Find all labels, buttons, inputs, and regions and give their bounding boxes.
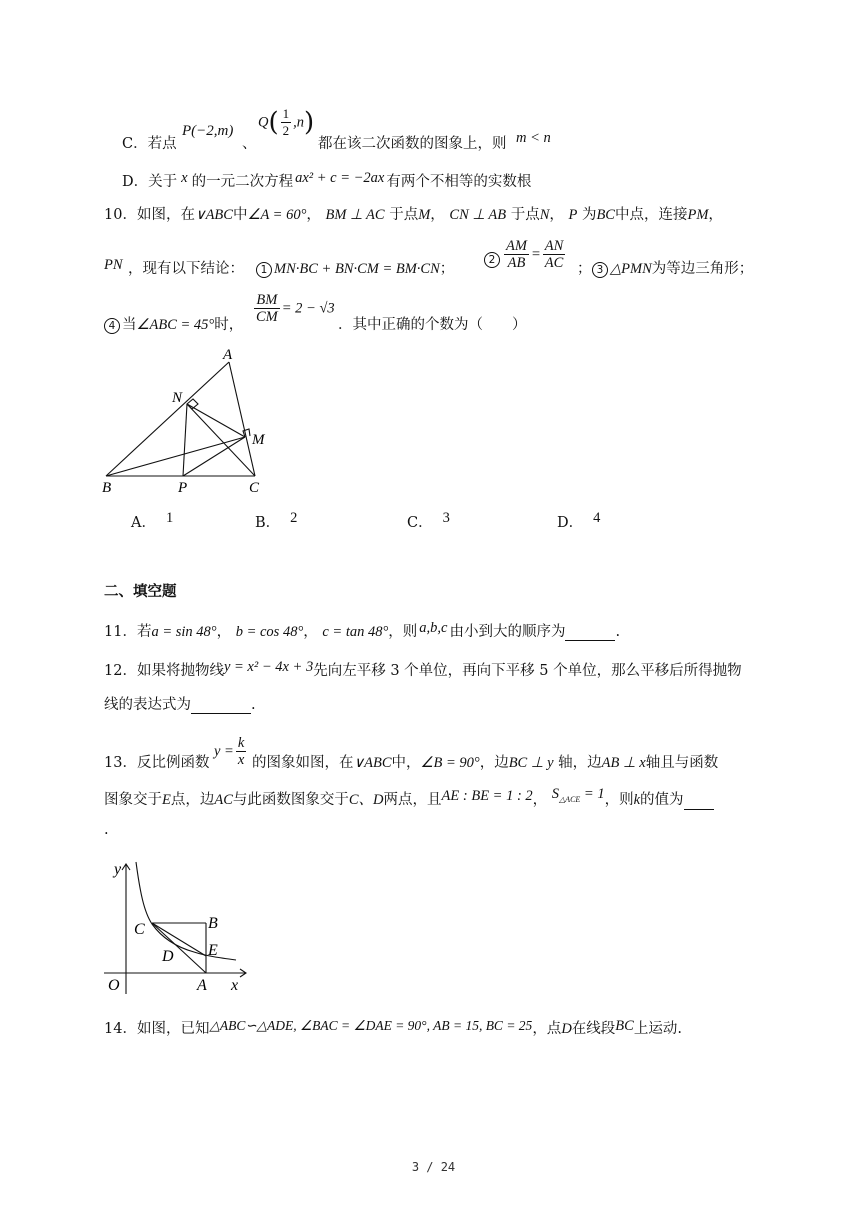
q9-option-d (122, 170, 531, 191)
q9d-tail: 有两个不相等的实数根 (386, 174, 532, 190)
answer-blank-13[interactable] (684, 809, 714, 810)
q9c-sep: 、 (242, 136, 257, 152)
q9c-point-p: P(−2,m) (182, 123, 234, 139)
conclusion-2: 2 $\frac{AM}{AB}$ = $\frac{AN}{AC}$ (484, 238, 567, 271)
page-number: 3 / 24 (411, 1160, 456, 1174)
segment-ce (152, 923, 206, 956)
right-angle-mark-m (243, 429, 250, 437)
q9d-equation: ax² + c = −2ax (295, 170, 385, 186)
label-y: y (114, 861, 122, 878)
label-A: A (197, 977, 207, 994)
q9d-label: D．关于 (122, 174, 178, 190)
conclusion-1: 1 MN·BC + BN·CM = BM·CN； (256, 257, 454, 278)
label-E: E (208, 942, 218, 959)
question-12-line-2: 线的表达式为 . (104, 697, 256, 713)
q13-function: y = $\frac{k}{x}$ (214, 735, 245, 768)
label-O: O (108, 977, 120, 994)
label-P: P (178, 480, 188, 496)
segment-pn (183, 404, 187, 476)
question-14: 14．如图，已知△ABC∽△ADE, ∠BAC = ∠DAE = 90°, AB = 15, BC = 25，点D在线段BC上运动. (104, 1018, 682, 1037)
answer-blank-12[interactable] (191, 713, 251, 714)
q10-option-a: A． 1 (131, 510, 174, 531)
label-B: B (208, 915, 218, 932)
question-12-line-1: 12．如果将抛物线y = x² − 4x + 3先向左平移 3 个单位，再向下平移 5 个单位，那么平移后所得抛物 (104, 659, 742, 679)
q9d-x: x (181, 170, 188, 186)
section-header: 二、填空题 (104, 584, 177, 600)
label-N: N (172, 390, 183, 406)
q9c-point-q: Q( $\frac{1}{2}$ ,n) (258, 106, 315, 138)
label-M: M (252, 432, 265, 448)
label-B: B (102, 480, 112, 496)
label-D: D (162, 948, 174, 965)
q10-option-b: B． 2 (255, 510, 298, 531)
segment-cn (187, 404, 255, 476)
q10-option-d: D． 4 (557, 510, 601, 531)
q9c-mid: 都在该二次函数的图象上，则 (318, 136, 507, 152)
q13-area: $S_{\triangle ACE} = 1$ (551, 786, 605, 804)
q9c-condition: m < n (516, 130, 551, 146)
label-C: C (249, 480, 260, 496)
side-ac (229, 362, 255, 476)
label-x: x (231, 977, 239, 994)
q13-coordinate-figure (96, 852, 256, 1002)
label-A: A (223, 347, 233, 363)
label-C: C (134, 921, 145, 938)
conclusion-3: 3 △PMN为等边三角形； (592, 257, 753, 278)
q9c-label: C．若点 (122, 136, 177, 152)
segment-pm (183, 437, 245, 476)
question-11: 11．若a = sin 48°， b = cos 48°， c = tan 48°，则 a,b,c 由小到大的顺序为 . (104, 620, 621, 640)
q9d-mid: 的一元二次方程 (191, 174, 294, 190)
q10-option-c: C． 3 (407, 510, 450, 531)
side-ca (152, 923, 206, 973)
question-13-line-2: 图象交于E点，边AC与此函数图象交于C、D两点，且AE : BE = 1 : 2， $S_{\triangle ACE} = 1$，则k的值为 (104, 788, 714, 810)
q10-line-1: 10．如图，在∨ABC中∠A = 60°， BM ⊥ AC 于点M， CN ⊥ AB 于点N， P 为BC中点，连接PM， (104, 207, 723, 223)
q10-triangle-figure (98, 340, 288, 500)
question-13-dot: . (104, 822, 109, 838)
answer-blank-11[interactable] (565, 640, 615, 641)
segment-mn (187, 404, 245, 437)
conclusion-4: 4 当∠ABC = 45°时， (104, 313, 243, 334)
hyperbola-curve (136, 862, 236, 960)
